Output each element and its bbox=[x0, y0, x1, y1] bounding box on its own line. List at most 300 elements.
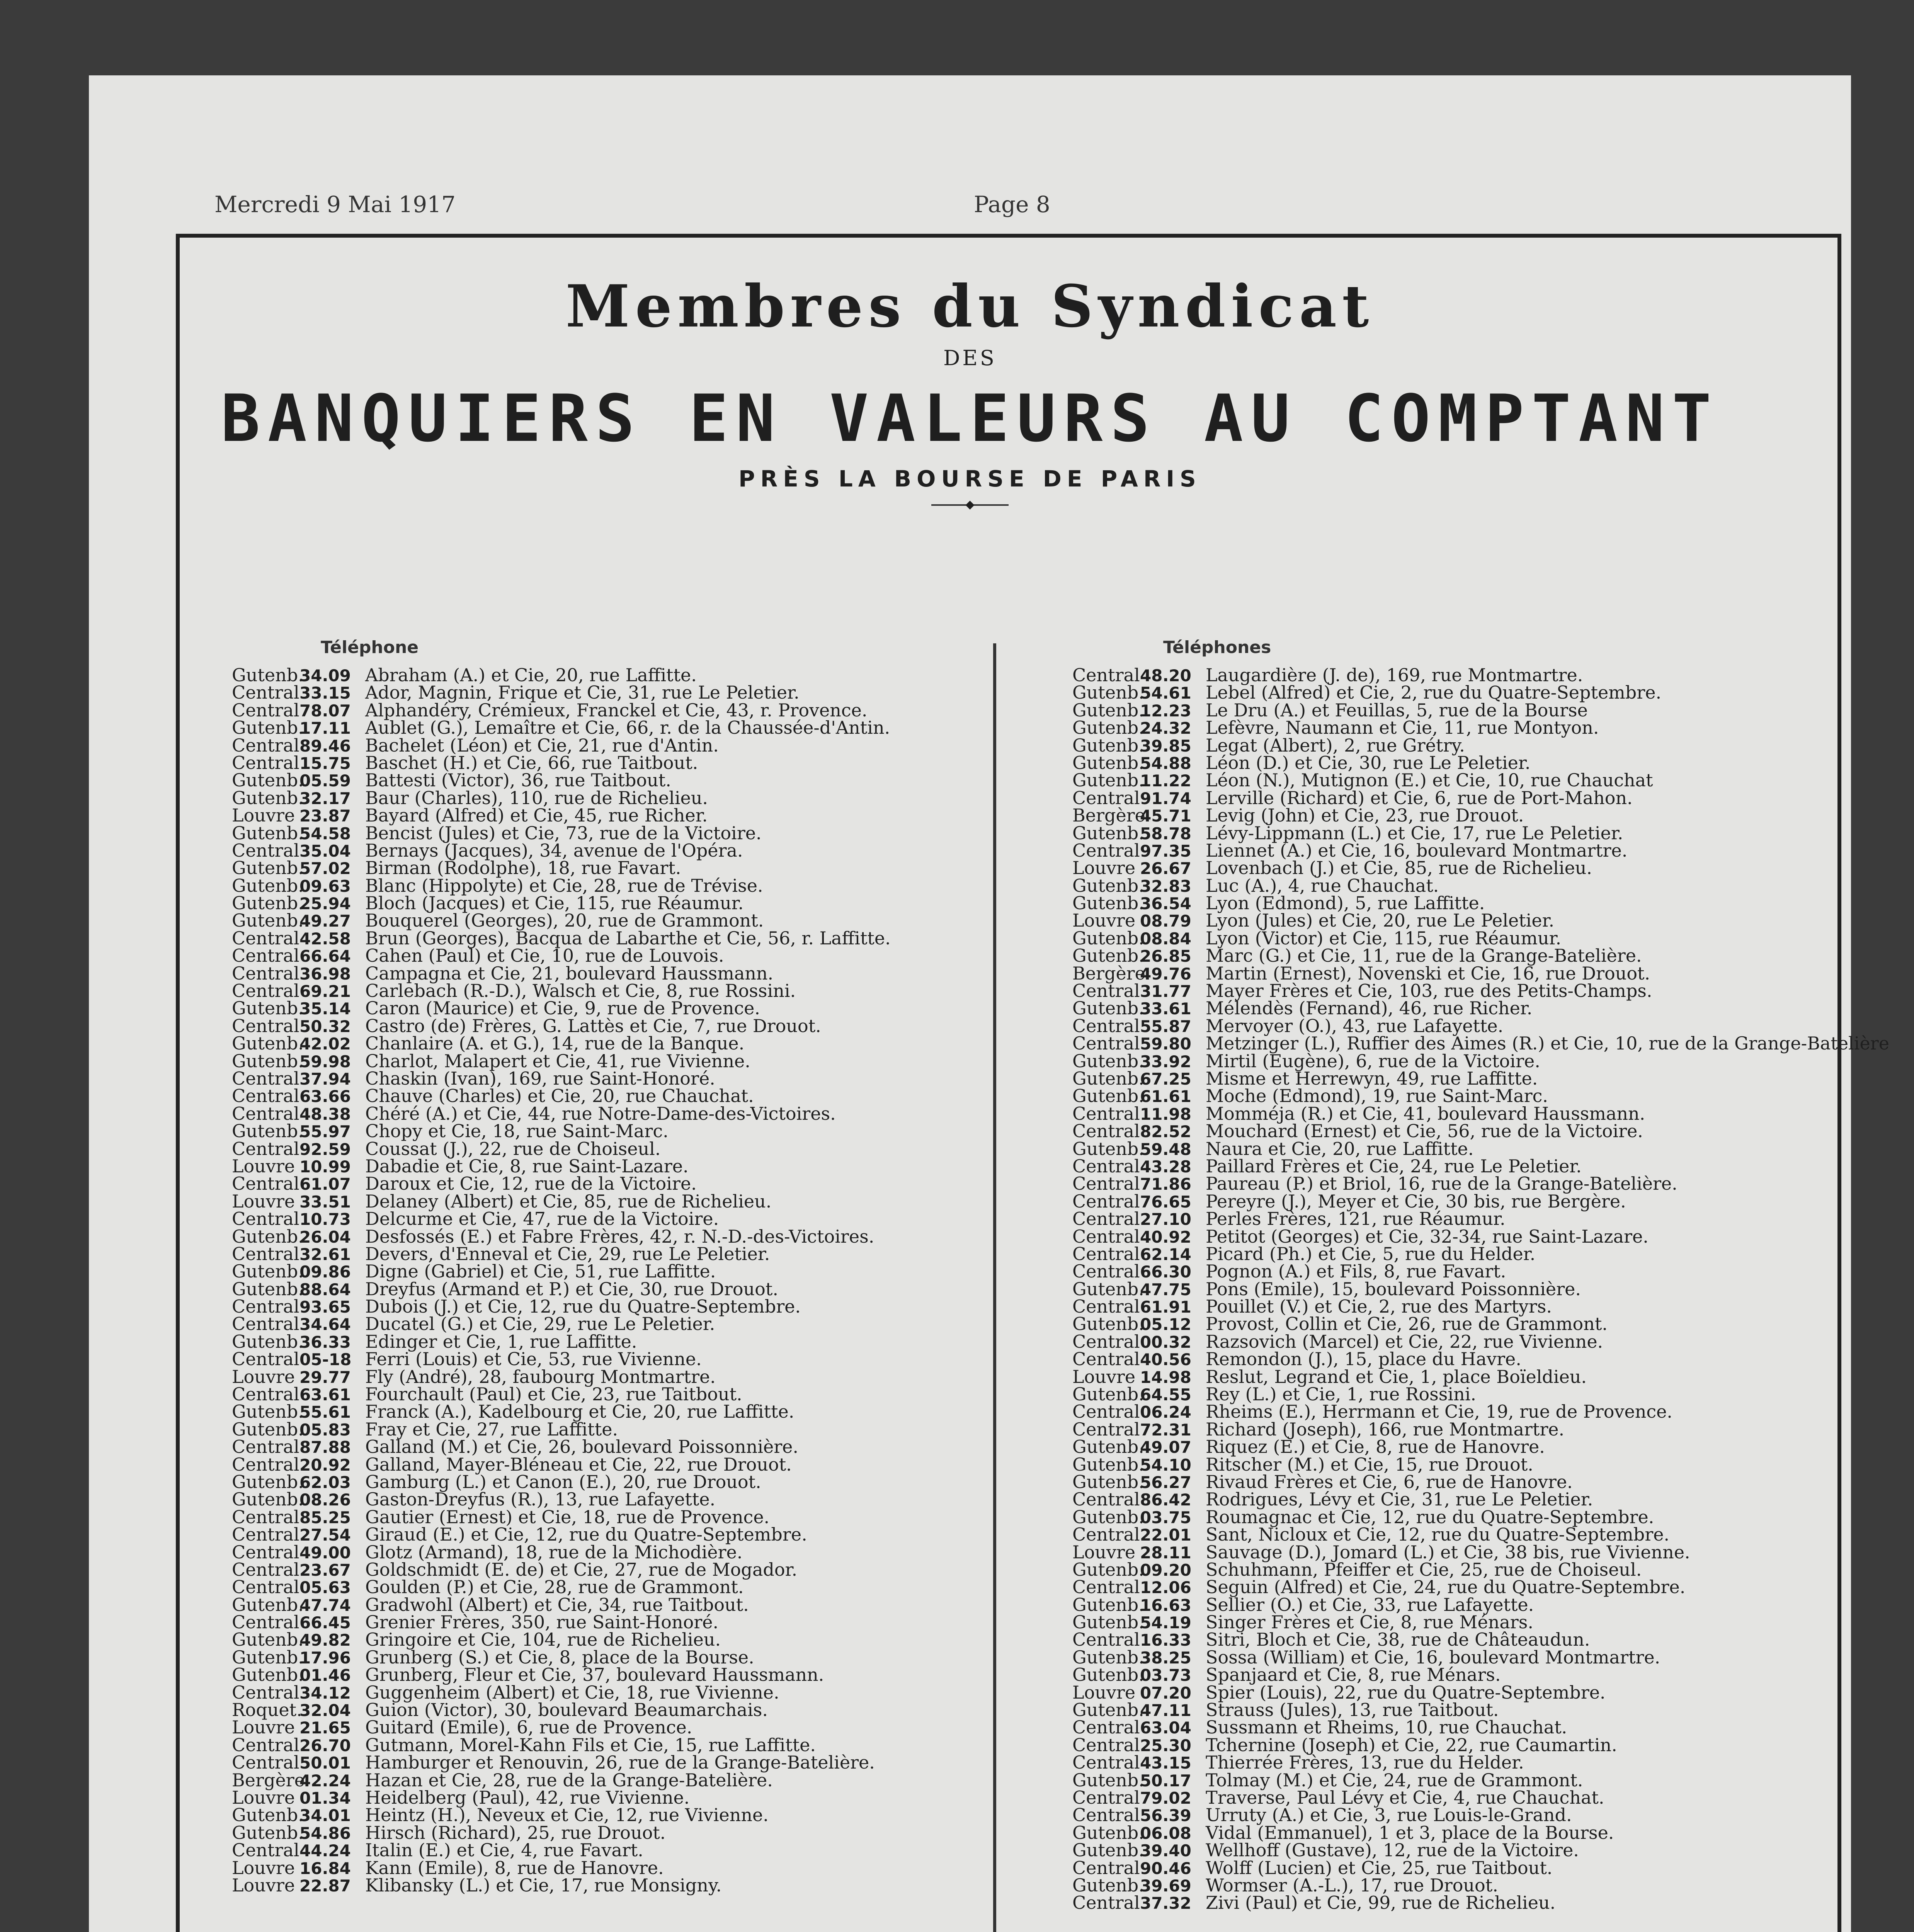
member-entry: Sussmann et Rheims, 10, rue Chauchat. bbox=[1206, 1717, 1567, 1738]
phone-number: 06.08 bbox=[1140, 1823, 1191, 1843]
exchange: Louvre bbox=[1072, 857, 1136, 879]
member-row bbox=[232, 965, 891, 982]
member-row bbox=[232, 1228, 891, 1245]
member-entry: Digne (Gabriel) et Cie, 51, rue Laffitte. bbox=[365, 1261, 716, 1282]
member-row bbox=[1072, 1789, 1889, 1806]
member-row bbox=[1072, 895, 1889, 912]
member-entry: Wormser (A.-L.), 17, rue Drouot. bbox=[1206, 1874, 1498, 1896]
phone-number: 33.15 bbox=[299, 684, 351, 703]
exchange: Central bbox=[232, 1015, 299, 1036]
exchange: Gutenb. bbox=[232, 1489, 304, 1510]
phone-number: 54.61 bbox=[1140, 684, 1191, 703]
exchange: Gutenb. bbox=[1072, 1085, 1144, 1107]
exchange: Central bbox=[1072, 1489, 1140, 1510]
phone-number: 05.12 bbox=[1140, 1315, 1191, 1334]
phone-number: 71.86 bbox=[1140, 1175, 1191, 1194]
member-entry: Fly (André), 28, faubourg Montmartre. bbox=[365, 1366, 716, 1387]
exchange: Central bbox=[1072, 1524, 1140, 1545]
phone-number: 54.58 bbox=[299, 824, 351, 843]
member-entry: Franck (A.), Kadelbourg et Cie, 20, rue Laffitte. bbox=[365, 1401, 795, 1422]
member-row bbox=[232, 737, 891, 754]
exchange: Central bbox=[1072, 1717, 1140, 1738]
exchange: Central bbox=[232, 1208, 299, 1230]
phone-number: 49.07 bbox=[1140, 1438, 1191, 1457]
exchange: Central bbox=[232, 1752, 299, 1773]
phone-number: 58.78 bbox=[1140, 824, 1191, 843]
member-entry: Pognon (A.) et Fils, 8, rue Favart. bbox=[1206, 1261, 1506, 1282]
member-entry: Bouquerel (Georges), 20, rue de Grammont. bbox=[365, 910, 764, 931]
exchange: Central bbox=[1072, 1208, 1140, 1230]
member-row bbox=[1072, 1278, 1889, 1299]
phone-number: 37.32 bbox=[1140, 1894, 1191, 1913]
member-entry: Grunberg (S.) et Cie, 8, place de la Bourse. bbox=[365, 1646, 754, 1668]
member-entry: Lyon (Victor) et Cie, 115, rue Réaumur. bbox=[1206, 927, 1562, 949]
exchange: Gutenb. bbox=[232, 1664, 304, 1685]
member-entry: Chéré (A.) et Cie, 44, rue Notre-Dame-des-Victoires. bbox=[365, 1103, 836, 1124]
exchange: Central bbox=[232, 1506, 299, 1527]
member-row bbox=[232, 982, 891, 1000]
member-entry: Delaney (Albert) et Cie, 85, rue de Richelieu. bbox=[365, 1190, 772, 1212]
member-row bbox=[232, 1333, 891, 1350]
phone-number: 39.85 bbox=[1140, 736, 1191, 755]
member-row bbox=[1072, 754, 1889, 772]
member-row bbox=[1072, 1701, 1889, 1719]
member-entry: Sant, Nicloux et Cie, 12, rue du Quatre-Septembre. bbox=[1206, 1524, 1670, 1545]
exchange: Central bbox=[232, 1454, 299, 1475]
exchange: Louvre bbox=[232, 1787, 295, 1808]
member-row bbox=[232, 1874, 891, 1896]
exchange: Central bbox=[232, 1840, 299, 1861]
member-entry: Heidelberg (Paul), 42, rue Vivienne. bbox=[365, 1787, 690, 1808]
exchange: Central bbox=[1072, 1296, 1140, 1317]
phone-number: 36.98 bbox=[299, 964, 351, 983]
member-entry: Glotz (Armand), 18, rue de la Michodière. bbox=[365, 1541, 743, 1563]
member-entry: Perles Frères, 121, rue Réaumur. bbox=[1206, 1208, 1506, 1230]
phone-number: 72.31 bbox=[1140, 1420, 1191, 1439]
member-entry: Paureau (P.) et Briol, 16, rue de la Grange-Batelière. bbox=[1206, 1173, 1678, 1194]
member-entry: Alphandéry, Crémieux, Franckel et Cie, 43, r. Provence. bbox=[365, 699, 868, 721]
exchange: Bergère bbox=[1072, 963, 1145, 984]
title-membres: Membres du Syndicat bbox=[565, 272, 1375, 340]
member-row bbox=[1072, 667, 1889, 684]
phone-number: 66.30 bbox=[1140, 1262, 1191, 1282]
exchange: Central bbox=[232, 1541, 299, 1563]
member-entry: Wolff (Lucien) et Cie, 25, rue Taitbout. bbox=[1206, 1857, 1553, 1878]
member-entry: Hazan et Cie, 28, rue de la Grange-Batelière. bbox=[365, 1769, 773, 1791]
member-entry: Mirtil (Eugène), 6, rue de la Victoire. bbox=[1206, 1050, 1540, 1071]
member-row bbox=[1072, 912, 1889, 929]
phone-number: 44.24 bbox=[299, 1841, 351, 1861]
phone-number: 27.54 bbox=[299, 1526, 351, 1545]
exchange: Gutenb. bbox=[1072, 1050, 1144, 1071]
member-entry: Guggenheim (Albert) et Cie, 18, rue Vivienne. bbox=[365, 1682, 779, 1703]
member-entry: Kann (Emile), 8, rue de Hanovre. bbox=[365, 1857, 664, 1878]
member-entry: Baur (Charles), 110, rue de Richelieu. bbox=[365, 787, 708, 808]
member-row bbox=[1072, 1473, 1889, 1491]
phone-number: 05.83 bbox=[299, 1420, 351, 1439]
member-entry: Lyon (Jules) et Cie, 20, rue Le Peletier. bbox=[1206, 910, 1555, 931]
exchange: Central bbox=[1072, 1857, 1140, 1878]
phone-number: 59.48 bbox=[1140, 1139, 1191, 1159]
member-entry: Razsovich (Marcel) et Cie, 22, rue Vivienne. bbox=[1206, 1331, 1603, 1352]
phone-number: 11.98 bbox=[1140, 1104, 1191, 1124]
phone-number: 36.33 bbox=[299, 1332, 351, 1352]
member-entry: Legat (Albert), 2, rue Grétry. bbox=[1206, 735, 1465, 756]
exchange: Gutenb. bbox=[232, 998, 304, 1019]
exchange: Central bbox=[232, 1436, 299, 1458]
phone-number: 55.61 bbox=[299, 1403, 351, 1422]
member-entry: Misme et Herrewyn, 49, rue Laffitte. bbox=[1206, 1068, 1538, 1089]
member-row bbox=[1072, 1263, 1889, 1280]
phone-number: 69.21 bbox=[299, 982, 351, 1001]
exchange: Gutenb. bbox=[1072, 1384, 1144, 1405]
member-entry: Delcurme et Cie, 47, rue de la Victoire. bbox=[365, 1208, 719, 1230]
member-entry: Laugardière (J. de), 169, rue Montmartre. bbox=[1206, 665, 1583, 685]
phone-number: 61.07 bbox=[299, 1175, 351, 1194]
phone-number: 09.86 bbox=[299, 1262, 351, 1282]
member-entry: Liennet (A.) et Cie, 16, boulevard Montmartre. bbox=[1206, 840, 1628, 861]
phone-number: 78.07 bbox=[299, 701, 351, 720]
member-entry: Brun (Georges), Bacqua de Labarthe et Cie, 56, r. Laffitte. bbox=[365, 927, 891, 949]
phone-number: 87.88 bbox=[299, 1438, 351, 1457]
member-row bbox=[232, 684, 891, 701]
member-entry: Lerville (Richard) et Cie, 6, rue de Port-Mahon. bbox=[1206, 787, 1633, 808]
member-row bbox=[1072, 1506, 1889, 1527]
exchange: Central bbox=[1072, 1892, 1140, 1913]
phone-number: 35.14 bbox=[299, 999, 351, 1019]
member-row bbox=[232, 1000, 891, 1017]
phone-number: 03.75 bbox=[1140, 1508, 1191, 1527]
member-row bbox=[1072, 1646, 1889, 1668]
exchange: Gutenb. bbox=[1072, 1436, 1144, 1458]
exchange: Gutenb. bbox=[1072, 1313, 1144, 1335]
member-entry: Klibansky (L.) et Cie, 17, rue Monsigny. bbox=[365, 1874, 722, 1896]
phone-number: 32.04 bbox=[299, 1701, 351, 1720]
member-entry: Singer Frères et Cie, 8, rue Ménars. bbox=[1206, 1612, 1533, 1633]
member-entry: Battesti (Victor), 36, rue Taitbout. bbox=[365, 770, 671, 791]
member-row bbox=[232, 1210, 891, 1228]
member-row bbox=[232, 1506, 891, 1527]
phone-number: 12.23 bbox=[1140, 701, 1191, 720]
member-entry: Martin (Ernest), Novenski et Cie, 16, rue Drouot. bbox=[1206, 963, 1650, 984]
phone-number: 24.32 bbox=[1140, 719, 1191, 738]
member-row bbox=[1072, 1070, 1889, 1087]
exchange: Central bbox=[232, 1068, 299, 1089]
exchange: Gutenb. bbox=[1072, 717, 1144, 738]
phone-number: 86.42 bbox=[1140, 1490, 1191, 1510]
phone-number: 85.25 bbox=[299, 1508, 351, 1527]
exchange: Central bbox=[1072, 1103, 1140, 1124]
exchange: Central bbox=[232, 752, 299, 773]
exchange: Louvre bbox=[232, 1857, 295, 1878]
phone-number: 55.97 bbox=[299, 1122, 351, 1141]
exchange: Gutenb. bbox=[232, 1331, 304, 1352]
phone-number: 16.33 bbox=[1140, 1631, 1191, 1650]
exchange: Central bbox=[1072, 1243, 1140, 1264]
member-entry: Tchernine (Joseph) et Cie, 22, rue Caumartin. bbox=[1206, 1734, 1617, 1755]
phone-number: 63.04 bbox=[1140, 1718, 1191, 1738]
member-entry: Lebel (Alfred) et Cie, 2, rue du Quatre-Septembre. bbox=[1206, 682, 1662, 703]
member-row bbox=[1072, 1000, 1889, 1017]
exchange: Gutenb. bbox=[1072, 1699, 1144, 1721]
member-entry: Naura et Cie, 20, rue Laffitte. bbox=[1206, 1138, 1474, 1159]
member-entry: Pouillet (V.) et Cie, 2, rue des Martyrs. bbox=[1206, 1296, 1552, 1317]
phone-number: 40.56 bbox=[1140, 1350, 1191, 1369]
phone-number: 11.22 bbox=[1140, 771, 1191, 791]
phone-number: 16.84 bbox=[299, 1859, 351, 1878]
member-row bbox=[1072, 1578, 1889, 1596]
exchange: Gutenb. bbox=[232, 1804, 304, 1826]
exchange: Gutenb. bbox=[232, 1646, 304, 1668]
member-row bbox=[232, 1859, 891, 1877]
exchange: Central bbox=[232, 980, 299, 1002]
member-entry: Luc (A.), 4, rue Chauchat. bbox=[1206, 875, 1439, 896]
member-row bbox=[232, 1175, 891, 1192]
member-row bbox=[1072, 1035, 1889, 1052]
member-row bbox=[1072, 1769, 1889, 1791]
member-entry: Grenier Frères, 350, rue Saint-Honoré. bbox=[365, 1612, 719, 1633]
member-entry: Thierrée Frères, 13, rue du Helder. bbox=[1206, 1752, 1524, 1773]
member-row bbox=[232, 1315, 891, 1333]
exchange: Gutenb. bbox=[232, 1594, 304, 1615]
member-row bbox=[1072, 1350, 1889, 1368]
member-row bbox=[1072, 877, 1889, 895]
phone-number: 64.55 bbox=[1140, 1385, 1191, 1405]
phone-number: 33.92 bbox=[1140, 1052, 1191, 1071]
member-entry: Abraham (A.) et Cie, 20, rue Laffitte. bbox=[365, 665, 697, 685]
member-entry: Marc (G.) et Cie, 11, rue de la Grange-Batelière. bbox=[1206, 945, 1642, 966]
member-row bbox=[232, 877, 891, 895]
member-row bbox=[1072, 1806, 1889, 1824]
exchange: Gutenb. bbox=[232, 770, 304, 791]
phone-number: 40.92 bbox=[1140, 1227, 1191, 1247]
member-row bbox=[1072, 1368, 1889, 1386]
phone-number: 21.65 bbox=[299, 1718, 351, 1738]
phone-number: 50.17 bbox=[1140, 1771, 1191, 1790]
phone-number: 14.98 bbox=[1140, 1367, 1191, 1387]
member-row bbox=[1072, 1210, 1889, 1228]
exchange: Gutenb. bbox=[232, 1226, 304, 1247]
member-row bbox=[1072, 859, 1889, 877]
phone-number: 32.61 bbox=[299, 1245, 351, 1264]
member-entry: Castro (de) Frères, G. Lattès et Cie, 7, rue Drouot. bbox=[365, 1015, 821, 1036]
exchange: Gutenb. bbox=[232, 1401, 304, 1422]
phone-number: 56.27 bbox=[1140, 1473, 1191, 1492]
member-entry: Guion (Victor), 30, boulevard Beaumarchais. bbox=[365, 1699, 768, 1721]
member-row bbox=[1072, 1596, 1889, 1614]
phone-number: 62.03 bbox=[299, 1473, 351, 1492]
member-entry: Fourchault (Paul) et Cie, 23, rue Taitbout. bbox=[365, 1384, 742, 1405]
member-entry: Baschet (H.) et Cie, 66, rue Taitbout. bbox=[365, 752, 698, 773]
member-row bbox=[1072, 1684, 1889, 1701]
member-row bbox=[1072, 1190, 1889, 1212]
phone-number: 92.59 bbox=[299, 1139, 351, 1159]
member-row bbox=[232, 1491, 891, 1508]
member-row bbox=[1072, 822, 1889, 844]
phone-number: 27.10 bbox=[1140, 1210, 1191, 1229]
member-entry: Gradwohl (Albert) et Cie, 34, rue Taitbout. bbox=[365, 1594, 749, 1615]
member-entry: Moche (Edmond), 19, rue Saint-Marc. bbox=[1206, 1085, 1548, 1107]
phone-number: 29.77 bbox=[299, 1367, 351, 1387]
member-row bbox=[1072, 1333, 1889, 1350]
member-row bbox=[1072, 719, 1889, 736]
phone-number: 89.46 bbox=[299, 736, 351, 755]
member-row bbox=[1072, 1122, 1889, 1140]
exchange: Gutenb. bbox=[1072, 1454, 1144, 1475]
phone-number: 82.52 bbox=[1140, 1122, 1191, 1141]
exchange: Central bbox=[232, 1559, 299, 1580]
phone-number: 05-18 bbox=[299, 1350, 352, 1369]
exchange: Central bbox=[232, 1349, 299, 1370]
member-entry: Mervoyer (O.), 43, rue Lafayette. bbox=[1206, 1015, 1504, 1036]
member-entry: Goldschmidt (E. de) et Cie, 27, rue de Mogador. bbox=[365, 1559, 798, 1580]
member-entry: Gautier (Ernest) et Cie, 18, rue de Provence. bbox=[365, 1506, 770, 1527]
phone-number: 23.67 bbox=[299, 1560, 351, 1580]
member-entry: Dabadie et Cie, 8, rue Saint-Lazare. bbox=[365, 1155, 689, 1177]
member-entry: Mayer Frères et Cie, 103, rue des Petits-Champs. bbox=[1206, 980, 1652, 1002]
exchange: Louvre bbox=[232, 1874, 295, 1896]
exchange: Central bbox=[1072, 1261, 1140, 1282]
member-entry: Bachelet (Léon) et Cie, 21, rue d'Antin. bbox=[365, 735, 719, 756]
member-entry: Pereyre (J.), Meyer et Cie, 30 bis, rue Bergère. bbox=[1206, 1190, 1626, 1212]
member-entry: Urruty (A.) et Cie, 3, rue Louis-le-Grand. bbox=[1206, 1804, 1572, 1826]
exchange: Louvre bbox=[232, 805, 295, 826]
exchange: Central bbox=[1072, 1418, 1140, 1440]
phone-number: 50.32 bbox=[299, 1017, 351, 1036]
exchange: Central bbox=[232, 699, 299, 721]
exchange: Gutenb. bbox=[1072, 875, 1144, 896]
exchange: Gutenb. bbox=[1072, 699, 1144, 721]
exchange: Gutenb. bbox=[232, 1278, 304, 1299]
exchange: Bergère bbox=[1072, 805, 1145, 826]
phone-number: 45.71 bbox=[1140, 806, 1191, 826]
exchange: Gutenb. bbox=[1072, 945, 1144, 966]
phone-number: 01.34 bbox=[299, 1789, 351, 1808]
member-entry: Léon (D.) et Cie, 30, rue Le Peletier. bbox=[1206, 752, 1531, 773]
right-column-heading: Téléphones bbox=[1163, 638, 1271, 657]
member-entry: Dubois (J.) et Cie, 12, rue du Quatre-Septembre. bbox=[365, 1296, 801, 1317]
member-entry: Heintz (H.), Neveux et Cie, 12, rue Vivienne. bbox=[365, 1804, 769, 1826]
exchange: Gutenb. bbox=[1072, 927, 1144, 949]
member-entry: Edinger et Cie, 1, rue Laffitte. bbox=[365, 1331, 637, 1352]
member-entry: Birman (Rodolphe), 18, rue Favart. bbox=[365, 857, 681, 879]
phone-number: 35.04 bbox=[299, 841, 351, 861]
member-row bbox=[232, 1769, 891, 1791]
exchange: Central bbox=[232, 927, 299, 949]
member-entry: Devers, d'Enneval et Cie, 29, rue Le Peletier. bbox=[365, 1243, 770, 1264]
member-entry: Italin (E.) et Cie, 4, rue Favart. bbox=[365, 1840, 643, 1861]
member-row bbox=[1072, 1155, 1889, 1177]
exchange: Central bbox=[232, 1173, 299, 1194]
exchange: Bergère bbox=[232, 1769, 305, 1791]
member-entry: Traverse, Paul Lévy et Cie, 4, rue Chauchat. bbox=[1206, 1787, 1604, 1808]
member-entry: Gamburg (L.) et Canon (E.), 20, rue Drouot. bbox=[365, 1471, 761, 1492]
exchange: Central bbox=[1072, 1190, 1140, 1212]
phone-number: 26.67 bbox=[1140, 859, 1191, 878]
exchange: Gutenb. bbox=[232, 787, 304, 808]
member-entry: Remondon (J.), 15, place du Havre. bbox=[1206, 1349, 1521, 1370]
member-entry: Mouchard (Ernest) et Cie, 56, rue de la Victoire. bbox=[1206, 1121, 1643, 1142]
exchange: Central bbox=[232, 1313, 299, 1335]
member-row bbox=[232, 842, 891, 859]
member-entry: Rheims (E.), Herrmann et Cie, 19, rue de Provence. bbox=[1206, 1401, 1672, 1422]
phone-number: 10.73 bbox=[299, 1210, 351, 1229]
member-row bbox=[232, 807, 891, 824]
exchange: Central bbox=[1072, 1226, 1140, 1247]
exchange: Central bbox=[232, 945, 299, 966]
exchange: Gutenb. bbox=[232, 875, 304, 896]
exchange: Central bbox=[1072, 1787, 1140, 1808]
phone-number: 66.64 bbox=[299, 947, 351, 966]
member-entry: Provost, Collin et Cie, 26, rue de Grammont. bbox=[1206, 1313, 1608, 1335]
exchange: Gutenb. bbox=[1072, 1769, 1144, 1791]
exchange: Gutenb. bbox=[1072, 998, 1144, 1019]
member-entry: Riquez (E.) et Cie, 8, rue de Hanovre. bbox=[1206, 1436, 1545, 1458]
member-entry: Zivi (Paul) et Cie, 99, rue de Richelieu. bbox=[1206, 1892, 1556, 1913]
member-entry: Spier (Louis), 22, rue du Quatre-Septembre. bbox=[1206, 1682, 1606, 1703]
phone-number: 42.58 bbox=[299, 929, 351, 948]
member-row bbox=[1072, 947, 1889, 964]
member-entry: Guitard (Emile), 6, rue de Provence. bbox=[365, 1717, 692, 1738]
member-entry: Bencist (Jules) et Cie, 73, rue de la Victoire. bbox=[365, 822, 762, 844]
phone-number: 66.45 bbox=[299, 1613, 351, 1633]
newspaper-page bbox=[89, 75, 1889, 1932]
member-row bbox=[232, 895, 891, 912]
member-row bbox=[232, 859, 891, 877]
member-row bbox=[1072, 1754, 1889, 1771]
member-row bbox=[1072, 1561, 1889, 1578]
member-entry: Hamburger et Renouvin, 26, rue de la Grange-Batelière. bbox=[365, 1752, 875, 1773]
phone-number: 59.80 bbox=[1140, 1034, 1191, 1054]
member-entry: Levig (John) et Cie, 23, rue Drouot. bbox=[1206, 805, 1524, 826]
member-entry: Sauvage (D.), Jomard (L.) et Cie, 38 bis, rue Vivienne. bbox=[1206, 1541, 1690, 1563]
phone-number: 26.70 bbox=[299, 1736, 351, 1755]
exchange: Gutenb. bbox=[232, 1471, 304, 1492]
phone-number: 43.15 bbox=[1140, 1753, 1191, 1773]
exchange: Gutenb. bbox=[232, 717, 304, 738]
member-row bbox=[232, 1386, 891, 1403]
member-entry: Momméja (R.) et Cie, 41, boulevard Haussmann. bbox=[1206, 1103, 1645, 1124]
exchange: Gutenb. bbox=[1072, 1822, 1144, 1843]
member-entry: Gutmann, Morel-Kahn Fils et Cie, 15, rue Laffitte. bbox=[365, 1734, 816, 1755]
members-list-right bbox=[1072, 667, 1889, 1912]
exchange: Central bbox=[232, 1085, 299, 1107]
member-entry: Gaston-Dreyfus (R.), 13, rue Lafayette. bbox=[365, 1489, 716, 1510]
phone-number: 61.91 bbox=[1140, 1298, 1191, 1317]
exchange: Gutenb. bbox=[1072, 682, 1144, 703]
member-entry: Cahen (Paul) et Cie, 10, rue de Louvois. bbox=[365, 945, 724, 966]
member-row bbox=[232, 1368, 891, 1386]
member-row bbox=[1072, 1175, 1889, 1192]
member-entry: Sossa (William) et Cie, 16, boulevard Montmartre. bbox=[1206, 1646, 1661, 1668]
member-row bbox=[232, 1298, 891, 1315]
phone-number: 36.54 bbox=[1140, 894, 1191, 913]
phone-number: 26.04 bbox=[299, 1227, 351, 1247]
member-row bbox=[232, 1541, 891, 1563]
exchange: Central bbox=[1072, 1331, 1140, 1352]
phone-number: 17.11 bbox=[299, 719, 351, 738]
phone-number: 49.27 bbox=[299, 912, 351, 931]
member-row bbox=[232, 1438, 891, 1456]
member-entry: Chaskin (Ivan), 169, rue Saint-Honoré. bbox=[365, 1068, 715, 1089]
member-row bbox=[232, 1155, 891, 1177]
member-row bbox=[232, 667, 891, 684]
exchange: Central bbox=[1072, 1033, 1140, 1054]
member-entry: Charlot, Malapert et Cie, 41, rue Vivienne. bbox=[365, 1050, 750, 1071]
exchange: Central bbox=[1072, 1155, 1140, 1177]
phone-number: 47.74 bbox=[299, 1595, 351, 1615]
member-row bbox=[1072, 1824, 1889, 1842]
